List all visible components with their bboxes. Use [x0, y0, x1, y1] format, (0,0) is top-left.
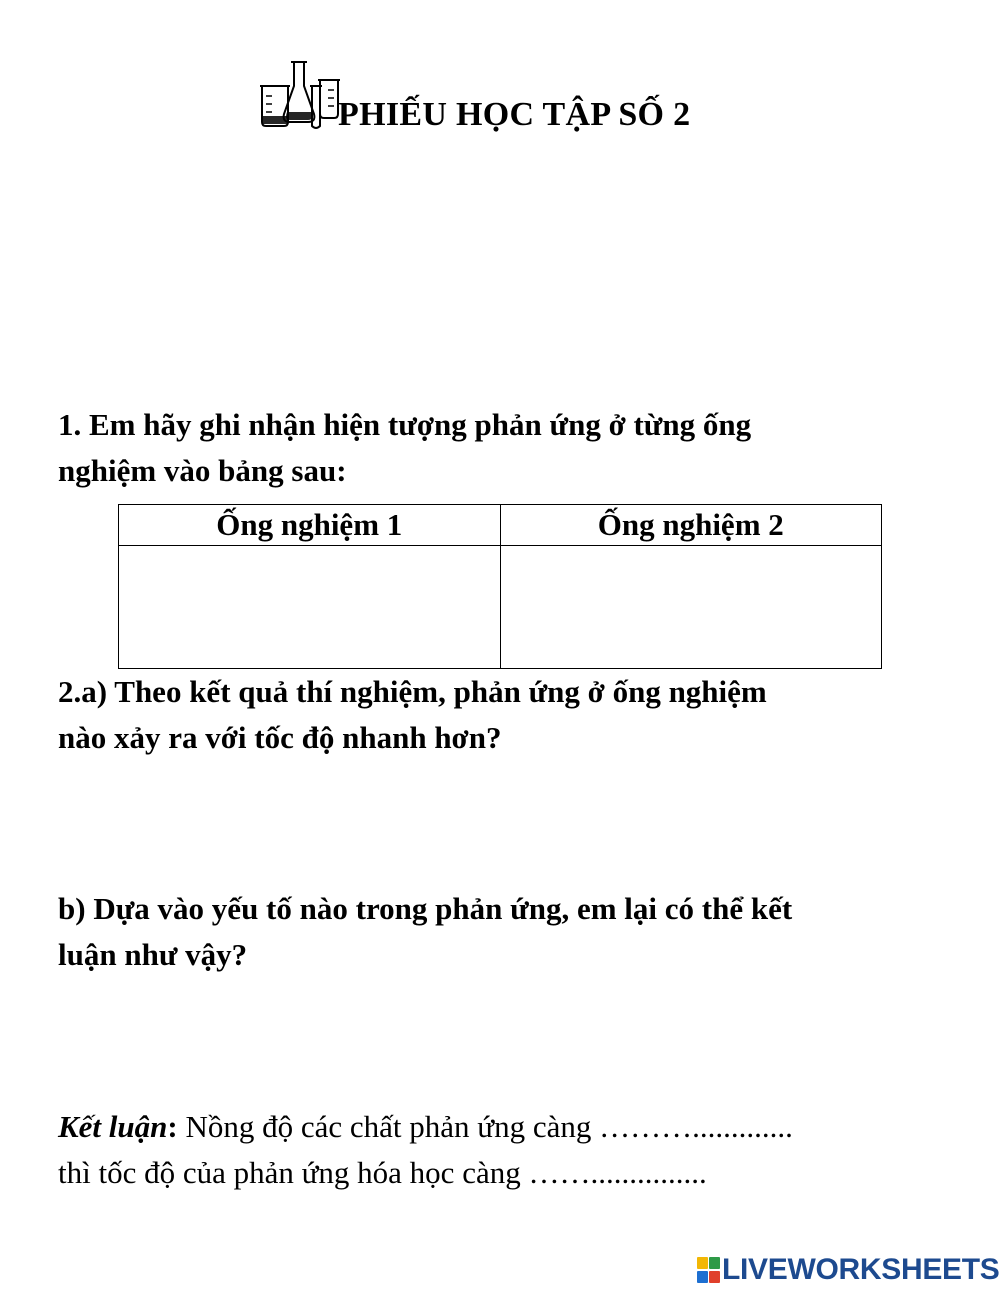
conclusion-line-1	[58, 1104, 958, 1150]
liveworksheets-logo-text: LIVEWORKSHEETS	[722, 1253, 1000, 1286]
question-1-line-2: nghiệm vào bảng sau:	[58, 453, 347, 488]
conclusion-text-1: Nồng độ các chất phản ứng càng ……….............	[177, 1109, 793, 1144]
answer-cell-tube-2[interactable]	[500, 546, 882, 669]
table-header-tube-2: Ống nghiệm 2	[500, 505, 882, 546]
liveworksheets-logo	[696, 1253, 1000, 1287]
question-1-line-1: 1. Em hãy ghi nhận hiện tượng phản ứng ở từng ống	[58, 407, 752, 442]
table-row	[119, 546, 882, 669]
question-2b-line-2: luận như vậy?	[58, 937, 248, 972]
conclusion	[58, 1104, 958, 1196]
page-title: PHIẾU HỌC TẬP SỐ 2	[338, 96, 691, 133]
observation-table	[118, 504, 882, 669]
conclusion-colon: :	[167, 1109, 178, 1144]
table-header-row	[119, 505, 882, 546]
question-2a-line-1: 2.a) Theo kết quả thí nghiệm, phản ứng ở ống nghiệm	[58, 674, 767, 709]
question-2b	[58, 886, 958, 978]
question-2b-line-1: b) Dựa vào yếu tố nào trong phản ứng, em lại có thể kết	[58, 891, 793, 926]
page-header	[250, 54, 770, 144]
liveworksheets-logo-icon	[696, 1256, 722, 1284]
question-2a-line-2: nào xảy ra với tốc độ nhanh hơn?	[58, 720, 502, 755]
question-1	[58, 402, 958, 494]
conclusion-label: Kết luận	[58, 1109, 168, 1144]
lab-glassware-icon	[254, 56, 340, 132]
table-header-tube-1: Ống nghiệm 1	[119, 505, 501, 546]
answer-cell-tube-1[interactable]	[119, 546, 501, 669]
question-2a	[58, 669, 958, 761]
conclusion-line-2: thì tốc độ của phản ứng hóa học càng ……...............	[58, 1155, 707, 1190]
